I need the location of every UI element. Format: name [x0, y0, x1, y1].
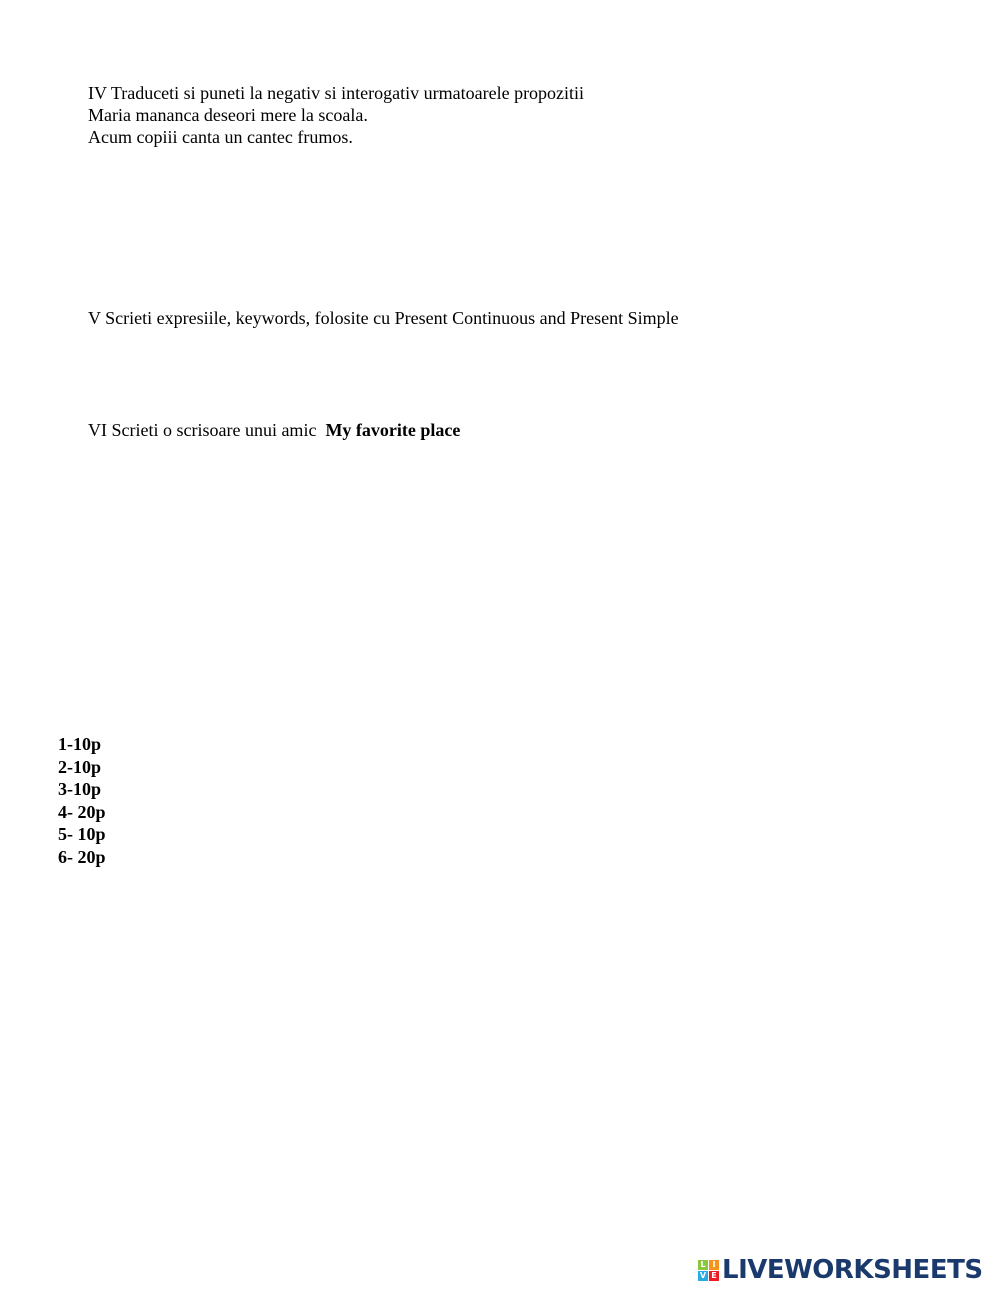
- logo-tiles-icon: [698, 1260, 719, 1281]
- section-4: [88, 82, 584, 148]
- logo-tile: E: [709, 1271, 719, 1281]
- score-item: 2-10p: [58, 756, 102, 777]
- section-4-sentence-2: Acum copiii canta un cantec frumos.: [88, 127, 353, 147]
- logo-text: LIVEWORKSHEETS: [722, 1255, 983, 1285]
- score-item: 5- 10p: [58, 824, 106, 845]
- section-6-heading: VI Scrieti o scrisoare unui amic: [88, 420, 317, 440]
- logo-tile: I: [709, 1260, 719, 1270]
- score-item: 6- 20p: [58, 846, 106, 867]
- liveworksheets-logo: [698, 1254, 983, 1286]
- logo-tile: L: [698, 1260, 708, 1270]
- score-item: 4- 20p: [58, 801, 106, 822]
- score-list: [58, 733, 106, 869]
- section-5-heading: V Scrieti expresiile, keywords, folosite cu Present Continuous and Present Simple: [88, 308, 679, 328]
- section-6-topic: My favorite place: [325, 420, 461, 440]
- logo-tile: V: [699, 1270, 707, 1280]
- section-4-heading: IV Traduceti si puneti la negativ si interogativ urmatoarele propozitii: [88, 83, 585, 103]
- section-6: [88, 419, 460, 441]
- score-item: 3-10p: [58, 779, 102, 800]
- score-item: 1-10p: [58, 734, 102, 754]
- section-4-sentence-1: Maria mananca deseori mere la scoala.: [88, 105, 368, 125]
